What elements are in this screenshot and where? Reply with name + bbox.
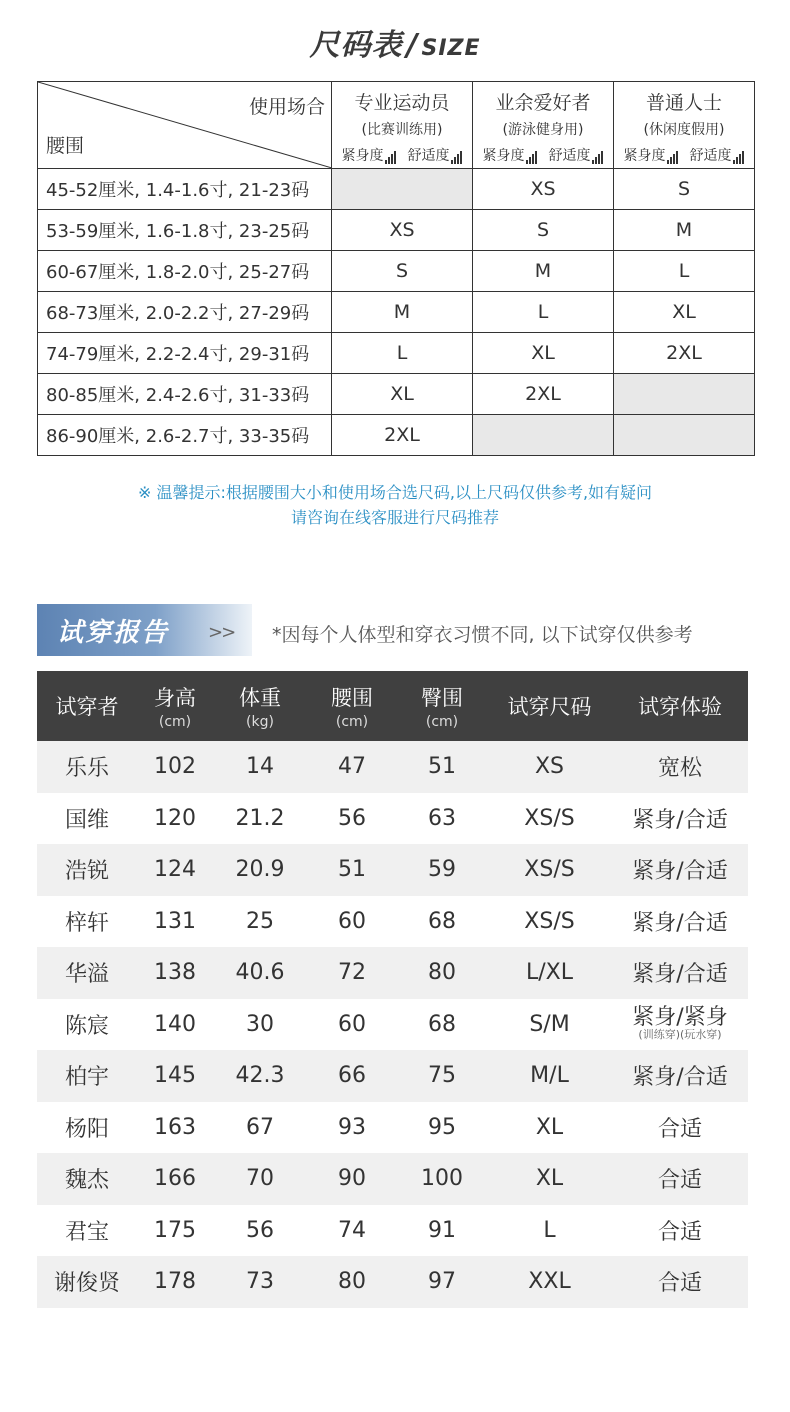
trial-size-cell: XXL — [487, 1256, 612, 1308]
title-en: SIZE — [421, 36, 481, 61]
tester-name: 魏杰 — [37, 1153, 137, 1205]
experience-cell: 合适 — [612, 1102, 748, 1154]
weight-cell: 21.2 — [213, 793, 307, 845]
title-cn: 尺码表 — [309, 28, 403, 63]
trial-row — [37, 947, 748, 999]
size-cell: L — [473, 292, 614, 333]
trial-row — [37, 896, 748, 948]
hip-cell: 75 — [397, 1050, 487, 1102]
experience-cell: 紧身/合适 — [612, 793, 748, 845]
height-cell: 163 — [137, 1102, 213, 1154]
experience-cell: 紧身/合适 — [612, 844, 748, 896]
size-cell: S — [332, 251, 473, 292]
weight-cell: 42.3 — [213, 1050, 307, 1102]
weight-cell: 30 — [213, 999, 307, 1051]
height-cell: 145 — [137, 1050, 213, 1102]
signal-bars-icon — [526, 148, 538, 164]
header-height: 身高 (cm) — [137, 671, 213, 741]
size-cell: XL — [332, 374, 473, 415]
trial-row — [37, 1153, 748, 1205]
trial-row — [37, 1102, 748, 1154]
signal-bars-icon — [667, 148, 679, 164]
corner-waist-label: 腰围 — [46, 135, 85, 157]
hip-cell: 80 — [397, 947, 487, 999]
size-cell: XS — [332, 210, 473, 251]
height-cell: 124 — [137, 844, 213, 896]
trial-row — [37, 1205, 748, 1257]
experience-cell: 合适 — [612, 1256, 748, 1308]
size-cell: L — [332, 333, 473, 374]
size-cell: XL — [614, 292, 755, 333]
height-cell: 131 — [137, 896, 213, 948]
waist-cell: 51 — [307, 844, 397, 896]
experience-cell — [612, 999, 748, 1051]
hip-cell: 95 — [397, 1102, 487, 1154]
weight-cell: 70 — [213, 1153, 307, 1205]
group-name: 专业运动员 — [354, 91, 450, 114]
header-hip: 臀围 (cm) — [397, 671, 487, 741]
group-header-pro — [332, 82, 473, 169]
hip-cell: 97 — [397, 1256, 487, 1308]
waist-range: 86-90厘米, 2.6-2.7寸, 33-35码 — [38, 415, 332, 456]
height-cell: 140 — [137, 999, 213, 1051]
hip-cell: 68 — [397, 999, 487, 1051]
size-cell: L — [614, 251, 755, 292]
hip-cell: 91 — [397, 1205, 487, 1257]
waist-cell: 80 — [307, 1256, 397, 1308]
trial-header-row — [37, 671, 748, 741]
group-name: 业余爱好者 — [495, 91, 591, 114]
waist-cell: 90 — [307, 1153, 397, 1205]
size-cell: XS — [473, 169, 614, 210]
height-cell: 178 — [137, 1256, 213, 1308]
header-trial-size: 试穿尺码 — [487, 671, 612, 741]
experience-cell: 合适 — [612, 1153, 748, 1205]
trial-row — [37, 1256, 748, 1308]
trial-report-title: 试穿报告 — [57, 618, 170, 648]
height-cell: 138 — [137, 947, 213, 999]
tester-name: 国维 — [37, 793, 137, 845]
experience-cell: 宽松 — [612, 741, 748, 793]
trial-row — [37, 741, 748, 793]
waist-cell: 72 — [307, 947, 397, 999]
weight-cell: 56 — [213, 1205, 307, 1257]
size-row — [38, 374, 755, 415]
size-row — [38, 333, 755, 374]
waist-cell: 60 — [307, 896, 397, 948]
header-weight: 体重 (kg) — [213, 671, 307, 741]
trial-size-cell: XS/S — [487, 896, 612, 948]
hip-cell: 100 — [397, 1153, 487, 1205]
tester-name: 浩锐 — [37, 844, 137, 896]
size-tip — [0, 480, 790, 530]
waist-cell: 66 — [307, 1050, 397, 1102]
signal-bars-icon — [733, 148, 745, 164]
trial-note: *因每个人体型和穿衣习惯不同, 以下试穿仅供参考 — [272, 624, 693, 646]
comfort-label: 舒适度 — [548, 147, 591, 164]
comfort-label: 舒适度 — [407, 147, 450, 164]
size-cell: M — [473, 251, 614, 292]
experience-cell: 紧身/合适 — [612, 1050, 748, 1102]
tester-name: 君宝 — [37, 1205, 137, 1257]
size-cell: M — [332, 292, 473, 333]
trial-size-cell: L/XL — [487, 947, 612, 999]
experience-cell: 紧身/合适 — [612, 947, 748, 999]
trial-size-cell: XL — [487, 1153, 612, 1205]
group-sub: (比赛训练用) — [361, 121, 443, 138]
tester-name: 陈宸 — [37, 999, 137, 1051]
corner-usage-label: 使用场合 — [248, 96, 325, 118]
waist-cell: 56 — [307, 793, 397, 845]
trial-row — [37, 844, 748, 896]
size-cell: S — [473, 210, 614, 251]
tester-name: 谢俊贤 — [37, 1256, 137, 1308]
weight-cell: 40.6 — [213, 947, 307, 999]
tester-name: 梓轩 — [37, 896, 137, 948]
height-cell: 102 — [137, 741, 213, 793]
signal-bars-icon — [451, 148, 463, 164]
trial-size-cell: L — [487, 1205, 612, 1257]
tip-line-1: ※ 温馨提示:根据腰围大小和使用场合选尺码,以上尺码仅供参考,如有疑问 — [137, 483, 653, 502]
signal-bars-icon — [592, 148, 604, 164]
waist-range: 60-67厘米, 1.8-2.0寸, 25-27码 — [38, 251, 332, 292]
waist-range: 80-85厘米, 2.4-2.6寸, 31-33码 — [38, 374, 332, 415]
size-row — [38, 251, 755, 292]
hip-cell: 63 — [397, 793, 487, 845]
header-experience: 试穿体验 — [612, 671, 748, 741]
hip-cell: 59 — [397, 844, 487, 896]
size-cell: 2XL — [614, 333, 755, 374]
size-cell-empty — [614, 374, 755, 415]
trial-row — [37, 1050, 748, 1102]
size-cell-empty — [473, 415, 614, 456]
weight-cell: 14 — [213, 741, 307, 793]
title-slash: / — [406, 28, 418, 63]
trial-row — [37, 999, 748, 1051]
height-cell: 120 — [137, 793, 213, 845]
height-cell: 166 — [137, 1153, 213, 1205]
tester-name: 柏宇 — [37, 1050, 137, 1102]
header-waist: 腰围 (cm) — [307, 671, 397, 741]
page-title — [0, 20, 790, 64]
tightness-label: 紧身度 — [482, 147, 525, 164]
size-cell: XL — [473, 333, 614, 374]
waist-cell: 93 — [307, 1102, 397, 1154]
comfort-label: 舒适度 — [689, 147, 732, 164]
weight-cell: 25 — [213, 896, 307, 948]
hip-cell: 51 — [397, 741, 487, 793]
trial-row — [37, 793, 748, 845]
size-cell: 2XL — [332, 415, 473, 456]
weight-cell: 20.9 — [213, 844, 307, 896]
size-table — [37, 81, 755, 456]
tip-line-2: 请咨询在线客服进行尺码推荐 — [290, 508, 499, 527]
size-cell: M — [614, 210, 755, 251]
tester-name: 杨阳 — [37, 1102, 137, 1154]
waist-range: 45-52厘米, 1.4-1.6寸, 21-23码 — [38, 169, 332, 210]
experience-cell: 合适 — [612, 1205, 748, 1257]
group-header-amateur — [473, 82, 614, 169]
trial-size-cell: M/L — [487, 1050, 612, 1102]
trial-table — [37, 671, 748, 1308]
waist-cell: 47 — [307, 741, 397, 793]
double-arrow-icon: >> — [208, 622, 235, 643]
tester-name: 乐乐 — [37, 741, 137, 793]
waist-cell: 74 — [307, 1205, 397, 1257]
waist-range: 53-59厘米, 1.6-1.8寸, 23-25码 — [38, 210, 332, 251]
weight-cell: 67 — [213, 1102, 307, 1154]
waist-range: 68-73厘米, 2.0-2.2寸, 27-29码 — [38, 292, 332, 333]
experience-text: 紧身/紧身 — [632, 1005, 728, 1031]
group-sub: (休闲度假用) — [643, 121, 725, 138]
hip-cell: 68 — [397, 896, 487, 948]
header-tester: 试穿者 — [37, 671, 137, 741]
size-row — [38, 169, 755, 210]
group-name: 普通人士 — [645, 91, 722, 114]
trial-size-cell: XS/S — [487, 793, 612, 845]
size-cell: S — [614, 169, 755, 210]
tightness-label: 紧身度 — [623, 147, 666, 164]
group-sub: (游泳健身用) — [502, 121, 584, 138]
size-cell: 2XL — [473, 374, 614, 415]
size-cell-empty — [332, 169, 473, 210]
tester-name: 华溢 — [37, 947, 137, 999]
trial-size-cell: XS/S — [487, 844, 612, 896]
height-cell: 175 — [137, 1205, 213, 1257]
trial-size-cell: S/M — [487, 999, 612, 1051]
trial-size-cell: XL — [487, 1102, 612, 1154]
waist-cell: 60 — [307, 999, 397, 1051]
trial-size-cell: XS — [487, 741, 612, 793]
corner-cell — [38, 82, 332, 169]
size-row — [38, 210, 755, 251]
weight-cell: 73 — [213, 1256, 307, 1308]
experience-note: (训练穿)(玩水穿) — [638, 1028, 722, 1042]
waist-range: 74-79厘米, 2.2-2.4寸, 29-31码 — [38, 333, 332, 374]
size-row — [38, 292, 755, 333]
group-header-casual — [614, 82, 755, 169]
tightness-label: 紧身度 — [341, 147, 384, 164]
experience-cell: 紧身/合适 — [612, 896, 748, 948]
size-row — [38, 415, 755, 456]
signal-bars-icon — [385, 148, 397, 164]
size-cell-empty — [614, 415, 755, 456]
